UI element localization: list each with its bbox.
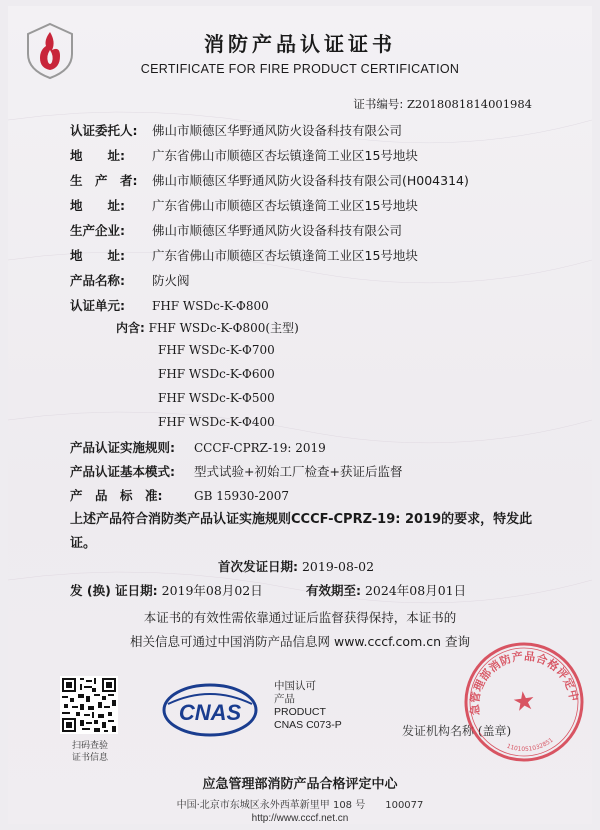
standard-label: 产 品 标 准: xyxy=(70,488,163,503)
seal-code: 1101051032851 xyxy=(505,736,555,754)
certificate-number xyxy=(353,96,532,112)
address1-row xyxy=(70,146,418,164)
qr-caption-1: 扫码查验 xyxy=(71,741,108,751)
first-issue-label: 首次发证日期: xyxy=(218,559,298,574)
cnas-logo-text: CNAS xyxy=(178,700,242,725)
mode-value: 型式试验+初始工厂检查+获证后监督 xyxy=(194,464,403,479)
notice-line-2: 相关信息可通过中国消防产品信息网 www.cccf.com.cn 查询 xyxy=(130,634,470,649)
contains-label: 内含: xyxy=(116,321,145,335)
address2-label: 地 址: xyxy=(70,198,125,213)
cnas-info xyxy=(274,680,342,732)
expiry-row xyxy=(306,581,466,599)
producer-label: 生 产 者: xyxy=(70,173,138,188)
rule-value: CCCF-CPRZ-19: 2019 xyxy=(194,441,326,455)
rule-label: 产品认证实施规则: xyxy=(70,440,175,455)
cnas-logo-icon xyxy=(160,680,260,738)
statement: 上述产品符合消防类产品认证实施规则CCCF-CPRZ-19: 2019的要求，特发此证。 xyxy=(70,512,533,551)
rule-row xyxy=(70,438,326,456)
unit-label: 认证单元: xyxy=(70,298,125,313)
center-address: 中国·北京市东城区永外西革新里甲 108 号 100077 xyxy=(176,800,424,811)
unit-row xyxy=(70,296,269,314)
center-website-link[interactable]: http://www.cccf.net.cn xyxy=(251,813,349,824)
title-english: CERTIFICATE FOR FIRE PRODUCT CERTIFICATION xyxy=(140,62,460,76)
contains-item: FHF WSDc-K-Φ700 xyxy=(158,343,275,357)
expiry-value: 2024年08月01日 xyxy=(364,583,467,598)
cert-no-label: 证书编号: xyxy=(353,97,404,111)
address1-label: 地 址: xyxy=(70,148,125,163)
contains-item: FHF WSDc-K-Φ500 xyxy=(158,391,275,405)
factory-label: 生产企业: xyxy=(70,223,125,238)
address3-row xyxy=(70,246,418,264)
client-value: 佛山市顺德区华野通风防火设备科技有限公司 xyxy=(152,123,403,138)
product-value: 防火阀 xyxy=(152,273,190,288)
contains-row xyxy=(116,319,299,336)
standard-row xyxy=(70,486,289,504)
producer-value: 佛山市顺德区华野通风防火设备科技有限公司(H004314) xyxy=(152,173,469,188)
producer-row xyxy=(70,171,469,189)
unit-value: FHF WSDc-K-Φ800 xyxy=(152,299,269,313)
seal-text: 应急管理部消防产品合格评定中心 xyxy=(468,649,581,716)
address3-label: 地 址: xyxy=(70,248,125,263)
svg-text:★: ★ xyxy=(510,685,538,719)
first-issue-row xyxy=(218,557,374,575)
mode-row xyxy=(70,462,402,480)
svg-text:1101051032851 xyxy=(505,736,556,756)
official-seal-icon xyxy=(462,640,586,764)
cnas-line-4: CNAS C073-P xyxy=(274,719,342,731)
issuing-center-name: 应急管理部消防产品合格评定中心 xyxy=(202,777,398,792)
first-issue-value: 2019-08-02 xyxy=(301,559,375,574)
factory-value: 佛山市顺德区华野通风防火设备科技有限公司 xyxy=(152,223,403,238)
client-row xyxy=(70,121,402,139)
address2-value: 广东省佛山市顺德区杏坛镇逢简工业区15号地块 xyxy=(152,198,418,213)
address1-value: 广东省佛山市顺德区杏坛镇逢简工业区15号地块 xyxy=(152,148,418,163)
contains-item: FHF WSDc-K-Φ400 xyxy=(158,415,275,429)
standard-value: GB 15930-2007 xyxy=(194,489,289,503)
cnas-line-3: PRODUCT xyxy=(274,706,326,718)
product-row xyxy=(70,271,190,289)
cnas-line-2: 产品 xyxy=(274,693,295,705)
issuer-label: 发证机构名称 (盖章) xyxy=(402,724,512,738)
client-label: 认证委托人: xyxy=(70,123,138,138)
issue-row xyxy=(70,581,263,599)
factory-row xyxy=(70,221,402,239)
qr-code-icon[interactable] xyxy=(60,676,118,734)
qr-caption-2: 证书信息 xyxy=(71,753,108,763)
address2-row xyxy=(70,196,418,214)
cnas-line-1: 中国认可 xyxy=(274,680,316,692)
issue-label: 发 (换) 证日期: xyxy=(70,583,158,598)
title-chinese: 消防产品认证证书 xyxy=(204,32,396,56)
mode-label: 产品认证基本模式: xyxy=(70,464,175,479)
issue-value: 2019年08月02日 xyxy=(161,583,263,598)
address3-value: 广东省佛山市顺德区杏坛镇逢简工业区15号地块 xyxy=(152,248,418,263)
contains-item: FHF WSDc-K-Φ800(主型) xyxy=(148,321,299,335)
expiry-label: 有效期至: xyxy=(306,583,361,598)
notice-line-1: 本证书的有效性需依靠通过证后监督获得保持，本证书的 xyxy=(143,610,457,625)
cert-no-value: Z2018081814001984 xyxy=(406,97,532,111)
product-label: 产品名称: xyxy=(70,273,125,288)
contains-item: FHF WSDc-K-Φ600 xyxy=(158,367,275,381)
